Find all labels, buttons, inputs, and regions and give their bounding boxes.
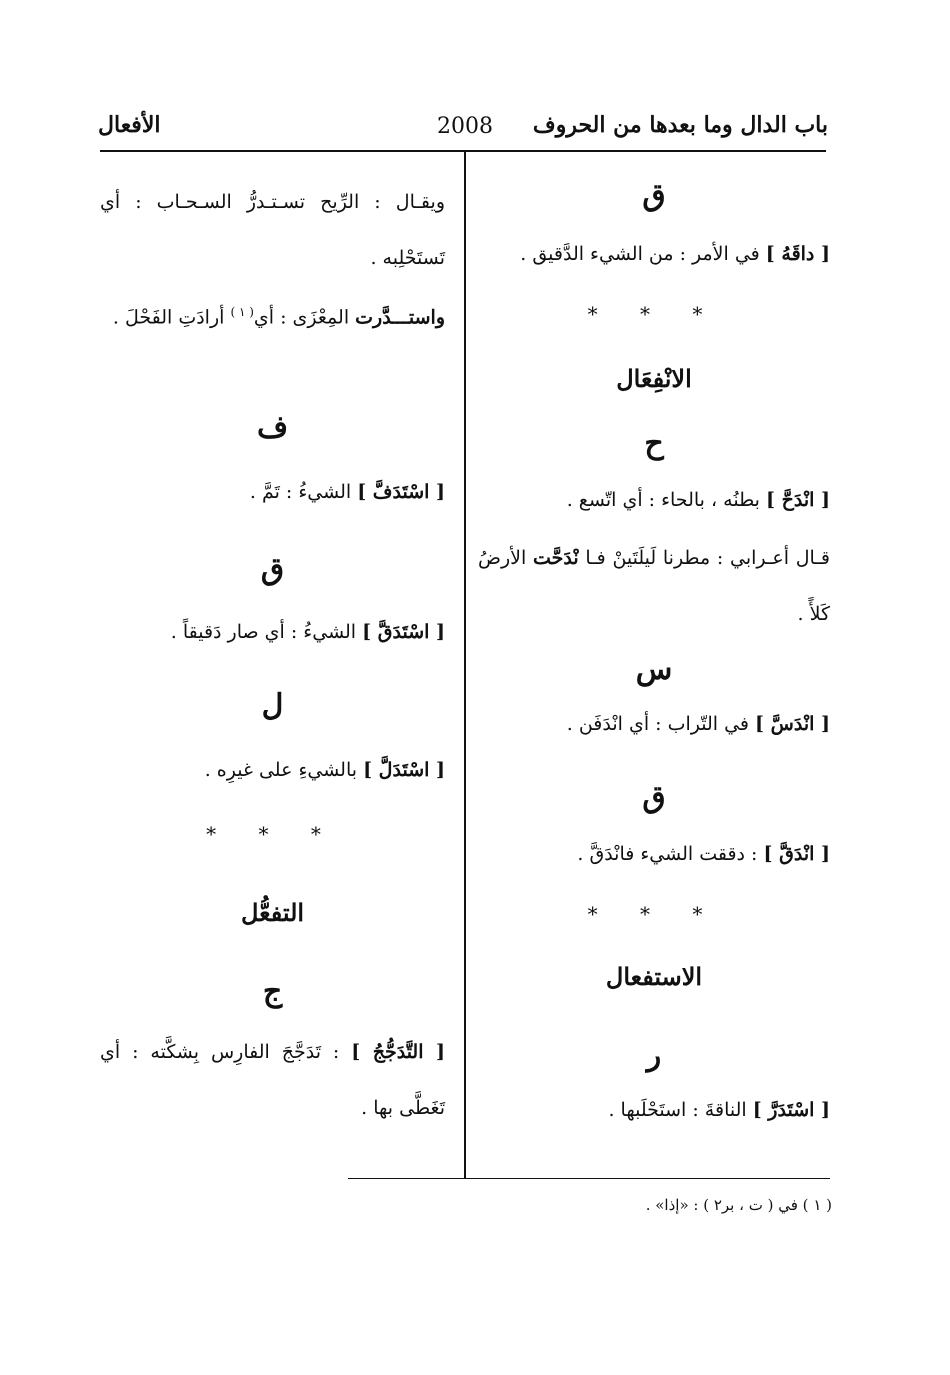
footnote-ref: ( ١ ) xyxy=(230,305,254,319)
definition: الشيءُ : تَمَّ . xyxy=(249,481,358,503)
entry-tadajjuj xyxy=(100,1024,445,1136)
column-divider xyxy=(464,152,466,1178)
quotation-arabi xyxy=(478,530,830,642)
headword: [ انْدَقَّ ] xyxy=(763,843,830,865)
section-title-infial: الانْفِعَال xyxy=(616,364,692,393)
headword: [ اسْتَدَفَّ ] xyxy=(357,481,445,503)
headword: واستـــدَّرت xyxy=(355,306,445,329)
definition: بالشيءِ على غيرِه . xyxy=(204,759,364,781)
entry-indaha xyxy=(478,488,830,513)
page-number: 2008 xyxy=(437,114,493,139)
letter-heading-fa: ف xyxy=(256,410,289,445)
headword: [ اسْتَدَلَّ ] xyxy=(363,759,445,781)
definition: في التّراب : أي انْدَفَن . xyxy=(566,713,756,735)
definition: الناقةَ : استَحْلَبها . xyxy=(608,1099,753,1121)
letter-heading-sin: س xyxy=(635,652,673,687)
entry-indasa xyxy=(478,712,830,737)
footnote-rule xyxy=(348,1178,830,1179)
letter-heading-ra: ر xyxy=(646,1038,662,1073)
definition: في الأمر : من الشيء الدَّقيق . xyxy=(520,243,766,265)
headword: [ اسْتَدَقَّ ] xyxy=(362,621,445,643)
definition: : تَدَجَّجَ الفارِس بِشكَّته : أي تَغَطَّى بها . xyxy=(100,1041,445,1119)
definition-rest: أرادَتِ الفَحْلَ . xyxy=(112,306,231,329)
section-title-istifal: الاستفعال xyxy=(605,962,703,991)
definition: الشيءُ : أي صار دَقيقاً . xyxy=(170,621,363,643)
section-title-tafaul: التفعُّل xyxy=(240,898,305,927)
entry-indaqqa xyxy=(478,842,830,867)
letter-heading-qaf: ق xyxy=(642,178,666,213)
section-separator-stars: * * * xyxy=(587,302,721,326)
definition: بطنُه ، بالحاء : أي اتّسع . xyxy=(566,489,766,511)
entry-istadaffa xyxy=(100,480,445,505)
section-separator-stars-2: * * * xyxy=(587,902,721,926)
letter-heading-lam: ل xyxy=(261,688,284,723)
entry-istadaqqa xyxy=(100,620,445,645)
running-header-chapter: باب الدال وما بعدها من الحروف xyxy=(532,112,828,138)
headword: [ انْدَحَّ ] xyxy=(765,489,830,511)
letter-heading-qaf: ق xyxy=(260,552,285,587)
letter-heading-jim: ج xyxy=(262,974,283,1009)
entry-daqah xyxy=(478,242,830,267)
entry-istadalla xyxy=(100,758,445,783)
definition: المِعْزَى : أي xyxy=(253,306,356,329)
headword: [ اسْتَدَرَّ ] xyxy=(752,1099,830,1121)
footnote: ( ١ ) في ( ت ، بر٢ ) : «إذا» . xyxy=(645,1196,832,1214)
letter-heading-qaf-2: ق xyxy=(642,780,666,815)
entry-rih: ويقـال : الرِّيح تسـتـدرُّ السـحـاب : أي تَستَحْلِبه . xyxy=(100,191,445,269)
header-rule xyxy=(100,150,826,152)
entry-muza xyxy=(100,284,445,345)
quote-rest: الأرضُ كَلأً . xyxy=(478,547,830,625)
headword: نْدَحَّت xyxy=(532,547,579,569)
headword: [ انْدَسَّ ] xyxy=(755,713,830,735)
headword: [ التَّدَجُّجُ ] xyxy=(351,1041,445,1063)
headword: [ داقَهُ ] xyxy=(765,243,830,265)
definition: : دققت الشيء فانْدَقَّ . xyxy=(577,843,764,865)
section-separator-stars: * * * xyxy=(206,822,339,846)
running-header-section: الأفعال xyxy=(98,112,161,138)
letter-heading-ha: ح xyxy=(644,426,664,461)
quote-lead: قـال أعـرابي : مطرنا لَيلَتَينْ فـا xyxy=(578,547,830,569)
entry-istadarra xyxy=(478,1098,830,1123)
